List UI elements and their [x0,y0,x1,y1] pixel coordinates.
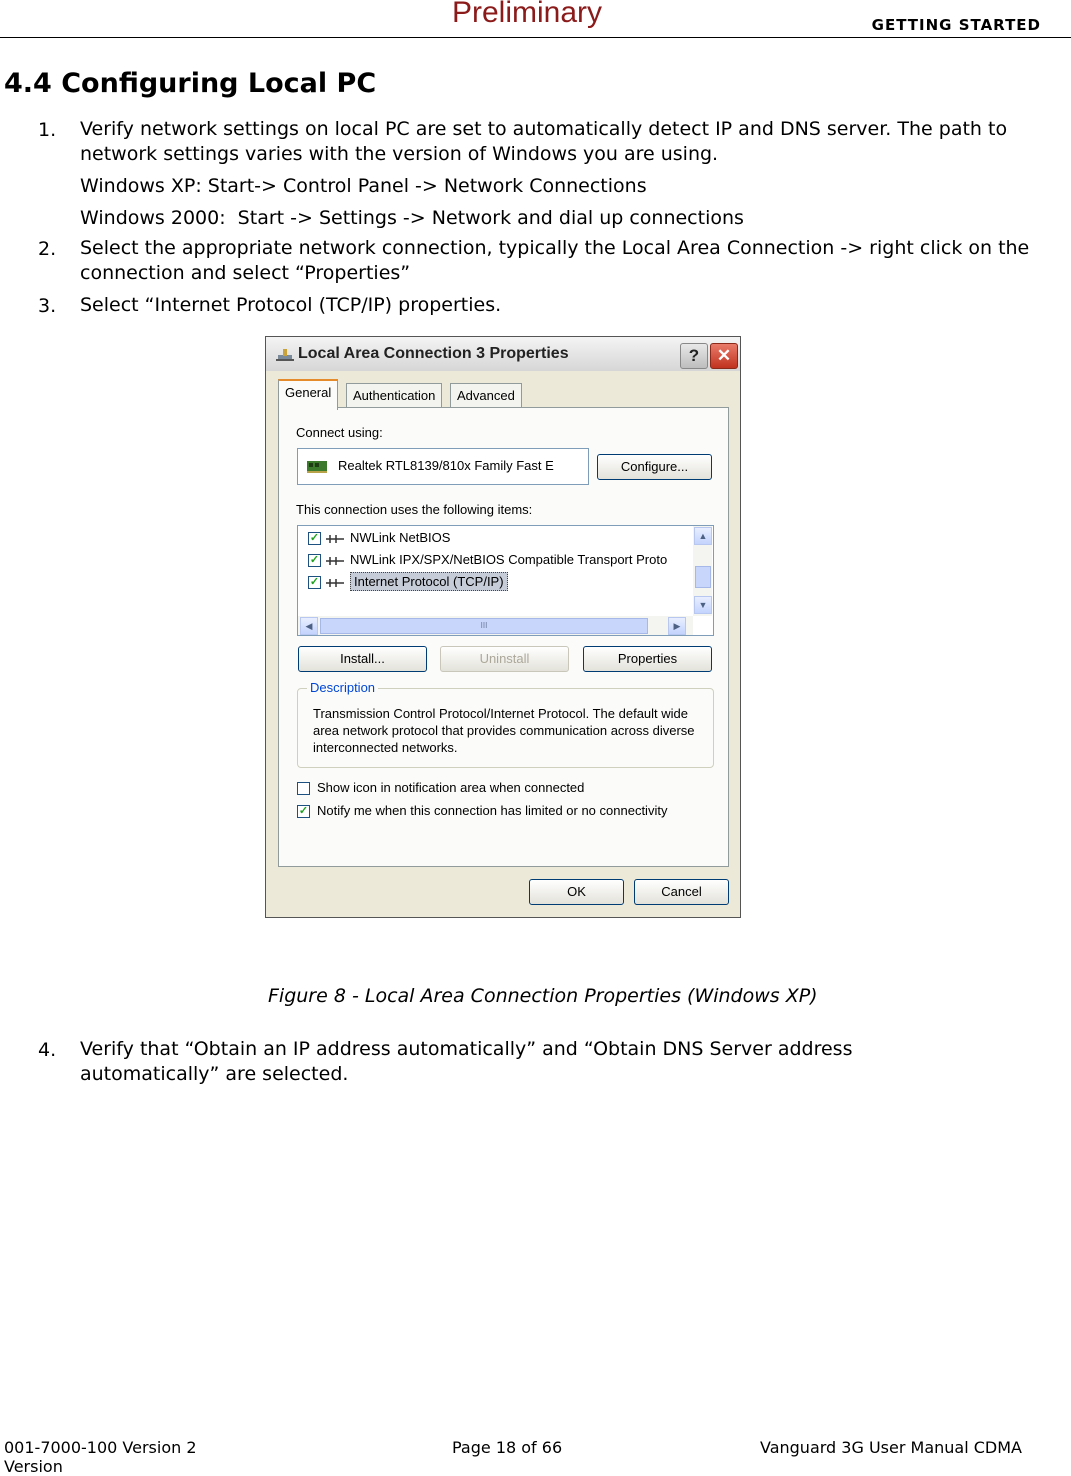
list-item[interactable]: NWLink IPX/SPX/NetBIOS Compatible Transport Proto [350,552,668,567]
step-2-text: Select the appropriate network connection, typically the Local Area Connection -> right click on the connection and select “Properties” [80,237,1030,284]
preliminary-watermark: Preliminary [452,0,603,29]
horizontal-scrollbar[interactable] [298,616,693,635]
scroll-down-icon[interactable]: ▼ [694,596,712,614]
figure-caption: Figure 8 - Local Area Connection Properties (Windows XP) [268,985,818,1007]
protocol-icon [326,557,344,565]
step-3-text: Select “Internet Protocol (TCP/IP) properties. [80,294,502,316]
properties-button[interactable]: Properties [583,646,712,672]
scroll-up-icon[interactable]: ▲ [694,527,712,545]
footer-version-wrap: Version [4,1457,63,1476]
tab-advanced[interactable]: Advanced [450,383,522,408]
adapter-field [297,448,589,485]
network-connection-icon [276,346,294,362]
item-checkbox[interactable]: ✓ [309,554,320,566]
description-text: Transmission Control Protocol/Internet Protocol. The default wide area network protocol that provides communication across diverse interconnected networks. [313,706,695,755]
item-checkbox[interactable]: ✓ [309,532,320,544]
step-1-text: Verify network settings on local PC are set to automatically detect IP and DNS server. The path to network settings varies with the version of Windows you are using. [80,118,1008,165]
local-area-connection-dialog [265,336,741,918]
tab-authentication[interactable]: Authentication [346,383,442,408]
cancel-button[interactable]: Cancel [634,879,729,905]
list-item[interactable]: NWLink NetBIOS [350,530,451,545]
scroll-thumb[interactable] [695,566,711,588]
adapter-name: Realtek RTL8139/810x Family Fast E [338,458,554,473]
footer-page-number: Page 18 of 66 [452,1438,563,1457]
footer-product: Vanguard 3G User Manual CDMA [760,1438,1022,1457]
items-list[interactable] [297,525,714,636]
scroll-right-icon[interactable]: ▶ [668,617,686,635]
description-group [297,680,714,768]
step-2-number: 2. [38,238,57,260]
general-tab-panel [278,407,729,867]
network-card-icon [307,460,327,473]
list-item-selected[interactable]: Internet Protocol (TCP/IP) [350,572,508,591]
show-icon-checkbox[interactable] [297,782,310,795]
scroll-left-icon[interactable]: ◀ [300,617,318,635]
protocol-icon [326,535,344,543]
windows-xp-path: Windows XP: Start-> Control Panel -> Network Connections [80,175,647,197]
connect-using-label: Connect using: [296,425,383,440]
section-header: GETTING STARTED [871,16,1041,34]
show-icon-label: Show icon in notification area when connected [317,780,585,795]
uninstall-button[interactable]: Uninstall [440,646,569,672]
header-rule [0,37,1071,38]
dialog-title-bar [266,337,740,371]
windows-2000-path: Windows 2000: Start -> Settings -> Network and dial up connections [80,207,744,229]
help-button[interactable]: ? [680,343,708,369]
tab-general[interactable]: General [278,379,338,410]
step-4-number: 4. [38,1039,57,1061]
vertical-scrollbar[interactable] [693,526,712,616]
dialog-body [266,371,740,917]
install-button[interactable]: Install... [298,646,427,672]
scroll-thumb-horizontal[interactable]: III [320,618,648,634]
step-1-number: 1. [38,119,57,141]
ok-button[interactable]: OK [529,879,624,905]
dialog-title: Local Area Connection 3 Properties [298,345,569,362]
item-checkbox[interactable]: ✓ [309,576,320,588]
description-label: Description [307,680,378,695]
items-label: This connection uses the following items: [296,502,533,517]
configure-button[interactable]: Configure... [597,454,712,480]
page-title: 4.4 Configuring Local PC [4,68,377,99]
notify-checkbox[interactable]: ✓ [298,805,309,817]
step-4-text: Verify that “Obtain an IP address automatically” and “Obtain DNS Server address automatically” are selected. [80,1038,853,1085]
close-button[interactable]: ✕ [710,343,738,369]
footer-doc-id: 001-7000-100 Version 2 [4,1438,197,1457]
step-3-number: 3. [38,295,57,317]
notify-label: Notify me when this connection has limited or no connectivity [317,803,668,818]
protocol-icon [326,579,344,587]
